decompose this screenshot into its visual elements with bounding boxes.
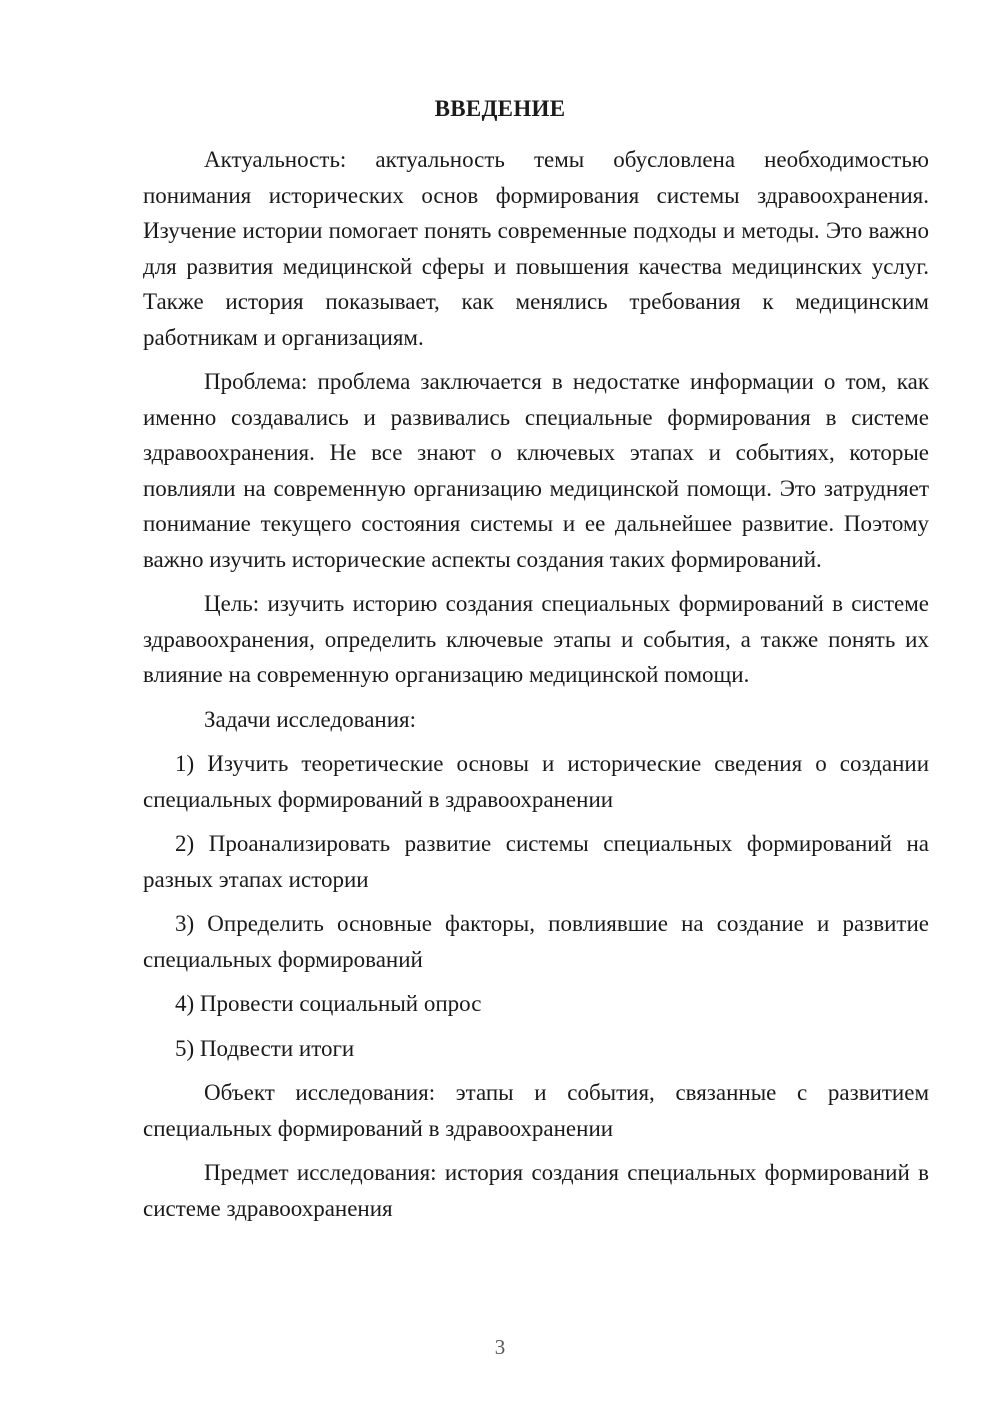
document-body bbox=[143, 142, 929, 1226]
task-item-1: 1) Изучить теоретические основы и исторические сведения о создании специальных формирований в здравоохранении bbox=[143, 751, 929, 812]
task-item-4: 4) Провести социальный опрос bbox=[175, 991, 482, 1016]
problem-paragraph: Проблема: проблема заключается в недостатке информации о том, как именно создавались и развивались специальные формирования в системе здравоохранения. Не все знают о ключевых этапах и событиях, которые повлияли на современную организацию медицинской помощи. Это затрудняет понимание текущего состояния системы и ее дальнейшее развитие. Поэтому важно изучить исторические аспекты создания таких формирований. bbox=[143, 369, 929, 572]
goal-paragraph: Цель: изучить историю создания специальных формирований в системе здравоохранения, определить ключевые этапы и события, а также понять их влияние на современную организацию медицинской помощи. bbox=[143, 591, 929, 687]
page-number: 3 bbox=[494, 1335, 506, 1359]
tasks-heading: Задачи исследования: bbox=[204, 706, 417, 732]
page-title: ВВЕДЕНИЕ bbox=[434, 96, 566, 121]
task-item-3: 3) Определить основные факторы, повлиявшие на создание и развитие специальных формирований bbox=[143, 911, 929, 972]
task-item-2: 2) Проанализировать развитие системы специальных формирований на разных этапах истории bbox=[143, 831, 929, 892]
subject-paragraph: Предмет исследования: история создания специальных формирований в системе здравоохранения bbox=[143, 1160, 929, 1221]
relevance-paragraph: Актуальность: актуальность темы обусловлена необходимостью понимания исторических основ формирования системы здравоохранения. Изучение истории помогает понять современные подходы и методы. Это важно для развития медицинской сферы и повышения качества медицинских услуг. Также история показывает, как менялись требования к медицинским работникам и организациям. bbox=[143, 147, 929, 350]
object-paragraph: Объект исследования: этапы и события, связанные с развитием специальных формирований в здравоохранении bbox=[143, 1080, 929, 1141]
task-item-5: 5) Подвести итоги bbox=[175, 1035, 355, 1061]
